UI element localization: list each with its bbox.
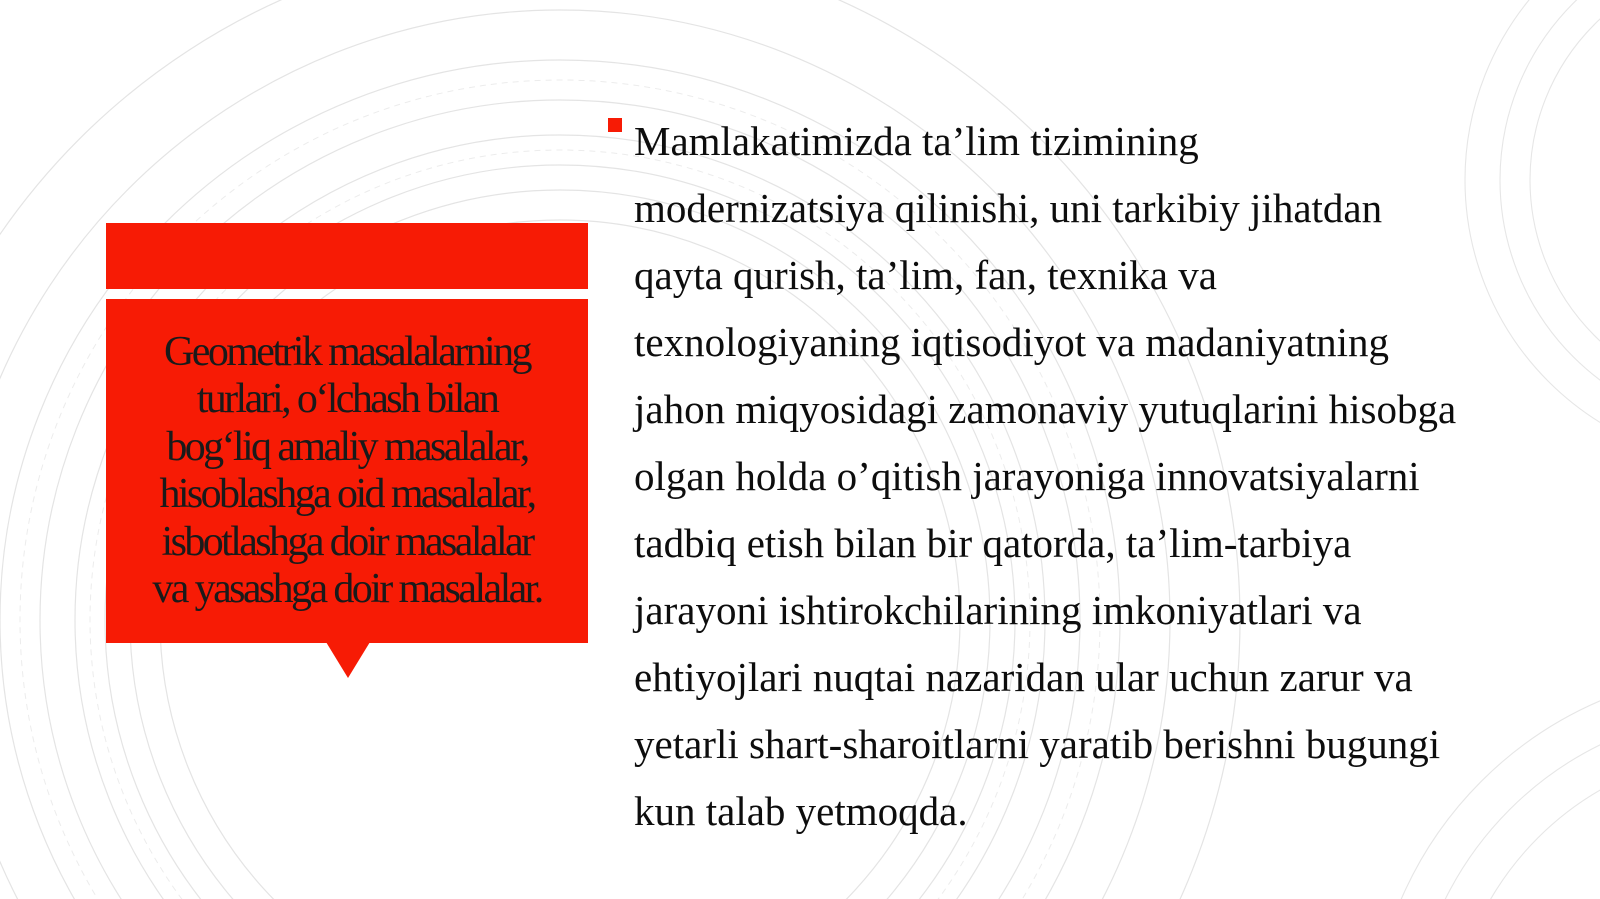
content-block xyxy=(608,108,1588,848)
callout-pointer xyxy=(326,642,370,678)
callout-box xyxy=(106,299,588,643)
square-bullet-icon xyxy=(608,118,622,132)
header-accent-bar xyxy=(106,223,588,289)
body-paragraph: Mamlakatimizda ta’lim tizimining modernizatsiya qilinishi, uni tarkibiy jihatdan qayta qurish, ta’lim, fan, texnika va texnologiyaning iqtisodiyot va madaniyatning jahon miqyosidagi zamonaviy yutuqlarini hisobga olgan holda o’qitish jarayoniga innovatsiyalarni tadbiq etish bilan bir qatorda, ta’lim-tarbiya jarayoni ishtirokchilarining imkoniyatlari va ehtiyojlari nuqtai nazaridan ular uchun zarur va yetarli shart-sharoitlarni yaratib berishni bugungi kun talab yetmoqda. xyxy=(634,118,1457,834)
callout-title: Geometrik masalalarning turlari, o‘lchash bilan bog‘liq amaliy masalalar, hisoblashga oid masalalar, isbotlashga doir masalalar va yasashga doir masalalar. xyxy=(152,328,542,612)
